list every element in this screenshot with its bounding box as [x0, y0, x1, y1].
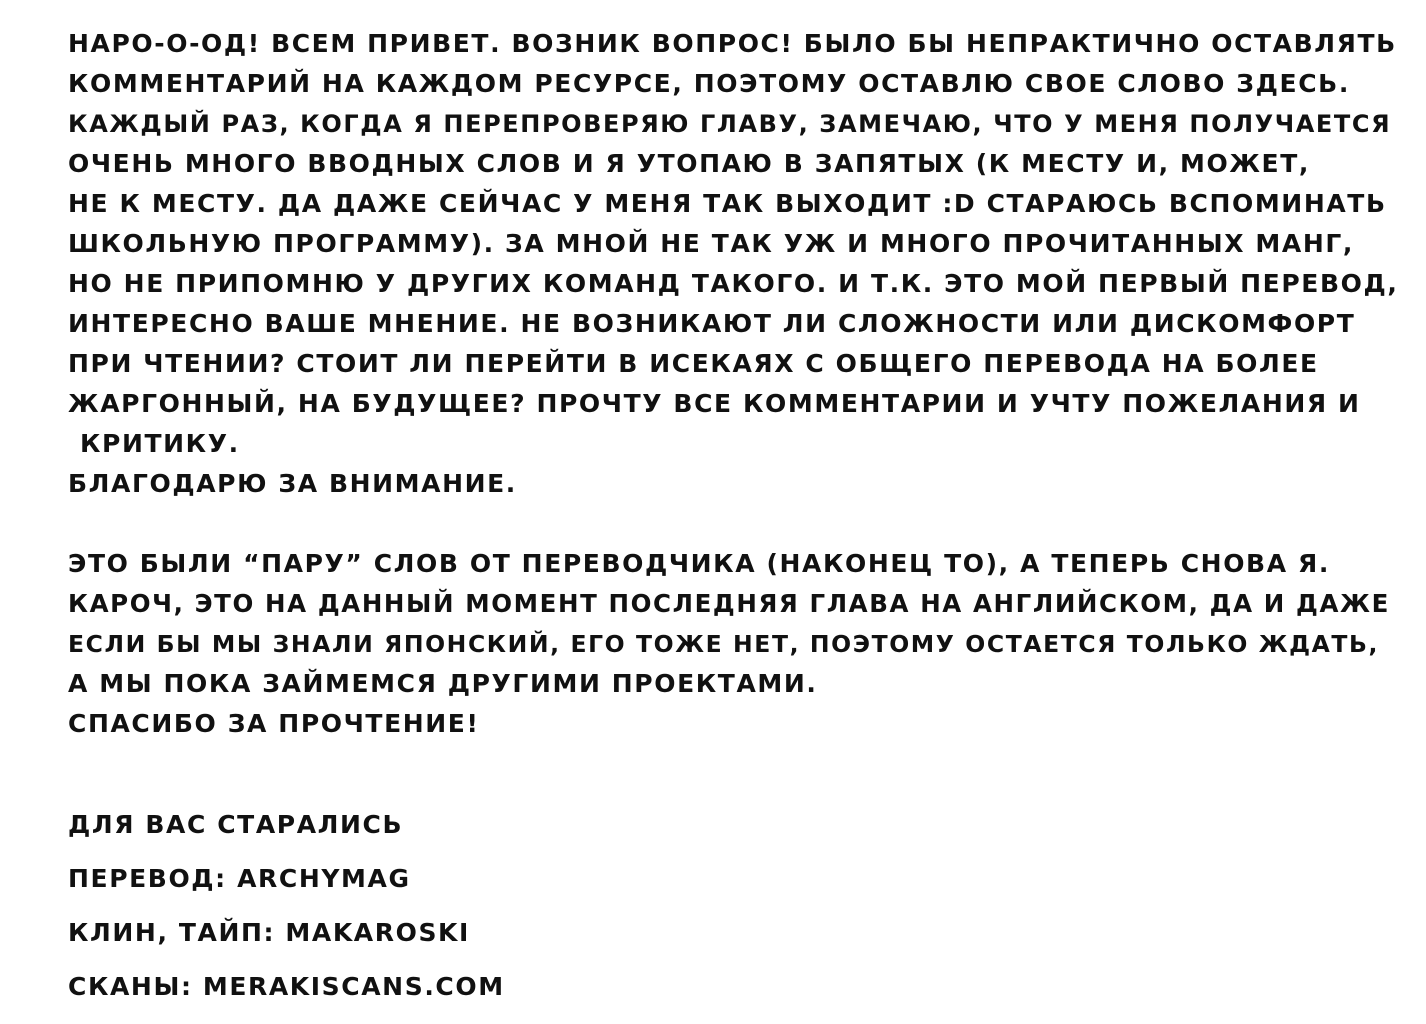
translator-note-page [68, 24, 1399, 1014]
note-line: ШКОЛЬНУЮ ПРОГРАММУ). ЗА МНОЙ НЕ ТАК УЖ И МНОГО ПРОЧИТАННЫХ МАНГ, [68, 229, 1355, 258]
note-paragraph-1 [68, 24, 1399, 504]
note-line: КРИТИКУ. [80, 429, 240, 458]
credit-translation: ПЕРЕВОД: ARCHYMAG [68, 864, 411, 893]
note-line: СПАСИБО ЗА ПРОЧТЕНИЕ! [68, 709, 480, 738]
credits-heading: ДЛЯ ВАС СТАРАЛИСЬ [68, 810, 404, 839]
note-line: НЕ К МЕСТУ. ДА ДАЖЕ СЕЙЧАС У МЕНЯ ТАК ВЫХОДИТ :D СТАРАЮСЬ ВСПОМИНАТЬ [68, 189, 1387, 218]
paragraph-spacer [68, 744, 1388, 798]
credits-block [68, 798, 1388, 1014]
note-line: БЛАГОДАРЮ ЗА ВНИМАНИЕ. [68, 469, 517, 498]
note-line: ЕСЛИ БЫ МЫ ЗНАЛИ ЯПОНСКИЙ, ЕГО ТОЖЕ НЕТ, ПОЭТОМУ ОСТАЕТСЯ ТОЛЬКО ЖДАТЬ, [68, 630, 1380, 658]
note-line: ЭТО БЫЛИ “ПАРУ” СЛОВ ОТ ПЕРЕВОДЧИКА (НАКОНЕЦ ТО), А ТЕПЕРЬ СНОВА Я. [68, 549, 1330, 578]
note-line: ЖАРГОННЫЙ, НА БУДУЩЕЕ? ПРОЧТУ ВСЕ КОММЕНТАРИИ И УЧТУ ПОЖЕЛАНИЯ И [68, 389, 1361, 418]
note-line: НАРО-О-ОД! ВСЕМ ПРИВЕТ. ВОЗНИК ВОПРОС! БЫЛО БЫ НЕПРАКТИЧНО ОСТАВЛЯТЬ [68, 29, 1397, 58]
credit-clean-type: КЛИН, ТАЙП: MAKAROSKI [68, 918, 470, 947]
note-line: ОЧЕНЬ МНОГО ВВОДНЫХ СЛОВ И Я УТОПАЮ В ЗАПЯТЫХ (К МЕСТУ И, МОЖЕТ, [68, 149, 1310, 178]
note-line: КОММЕНТАРИЙ НА КАЖДОМ РЕСУРСЕ, ПОЭТОМУ ОСТАВЛЮ СВОЕ СЛОВО ЗДЕСЬ. [68, 69, 1350, 98]
note-line: НО НЕ ПРИПОМНЮ У ДРУГИХ КОМАНД ТАКОГО. И Т.К. ЭТО МОЙ ПЕРВЫЙ ПЕРЕВОД, [68, 269, 1399, 298]
note-line: КАРОЧ, ЭТО НА ДАННЫЙ МОМЕНТ ПОСЛЕДНЯЯ ГЛАВА НА АНГЛИЙСКОМ, ДА И ДАЖЕ [68, 589, 1390, 618]
paragraph-spacer [68, 504, 1388, 544]
note-line: ИНТЕРЕСНО ВАШЕ МНЕНИЕ. НЕ ВОЗНИКАЮТ ЛИ СЛОЖНОСТИ ИЛИ ДИСКОМФОРТ [68, 309, 1356, 338]
note-line: ПРИ ЧТЕНИИ? СТОИТ ЛИ ПЕРЕЙТИ В ИСЕКАЯХ С ОБЩЕГО ПЕРЕВОДА НА БОЛЕЕ [68, 349, 1319, 378]
note-line: КАЖДЫЙ РАЗ, КОГДА Я ПЕРЕПРОВЕРЯЮ ГЛАВУ, ЗАМЕЧАЮ, ЧТО У МЕНЯ ПОЛУЧАЕТСЯ [68, 110, 1392, 138]
note-paragraph-2 [68, 544, 1388, 744]
credit-scans: СКАНЫ: MERAKISCANS.COM [68, 972, 505, 1001]
note-line: А МЫ ПОКА ЗАЙМЕМСЯ ДРУГИМИ ПРОЕКТАМИ. [68, 669, 818, 698]
